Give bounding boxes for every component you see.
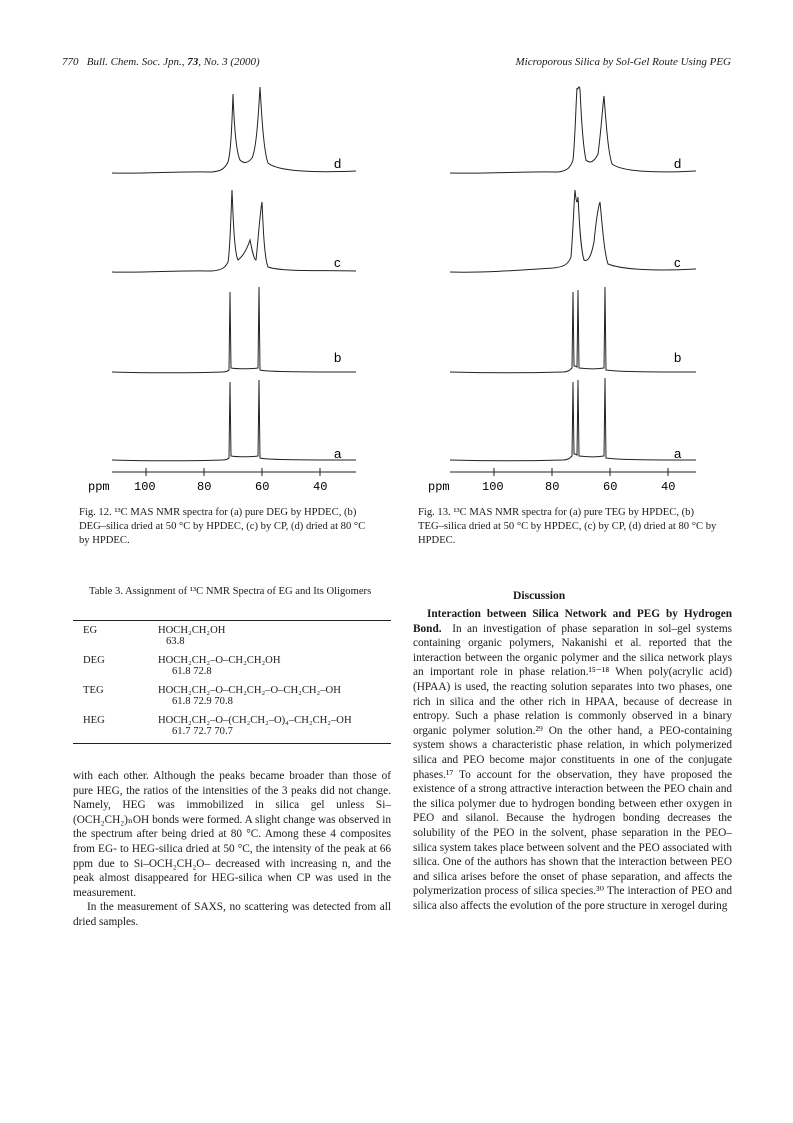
fig13-label-b: b (674, 350, 682, 365)
figure-13-spectra (428, 82, 728, 502)
table-row (73, 655, 391, 666)
fig12-tick: 40 (313, 480, 328, 494)
paragraph-body: In an investigation of phase separation in sol–gel systems containing organic polymers, Nakanishi et al. reported that the interaction between the organic polymer and the silica network plays an important role in phase relation.¹⁵⁻¹⁸ When poly(acrylic acid) (HPAA) is used, the reacting solution separates into two phases, one rich in silica and the other rich in HPAA, because of decrease in entropy. Such a phase relation is commonly observed in a binary organic polymer solution.²⁹ On the other hand, a PEO-containing system shows a characteristic phase relation, in which polymerized silica and PEO become major constituents in one of the conjugate phases.¹⁷ To account for the observation, they have proposed the existence of a strong attractive interaction between the PEO chain and the silica polymer due to hydrogen bonding between ether oxygen in PEO and silanol. Because the hydrogen bonding decreases the solubility of the PEO in the solvent, phase separation in the PEO–silica system takes place between solvent and the PEO associated with silica. One of the authors has shown that the interaction between PEO and silica arises before the onset of phase separation, and affects the polymerization process of silica species.³⁰ The interaction of PEO and silica also affects the evolution of the pore structure in xerogel during (413, 622, 733, 912)
paragraph (413, 607, 732, 913)
left-column-text (73, 769, 391, 930)
fig13-label-a: a (674, 446, 682, 461)
table-cell-name: EG (83, 625, 98, 636)
fig12-label-c: c (334, 255, 341, 270)
fig12-tick: 100 (134, 480, 156, 494)
table-cell-name: TEG (83, 685, 104, 696)
fig12-label-b: b (334, 350, 342, 365)
table-cell-formula: HOCH₂CH₂OH (158, 625, 226, 636)
fig12-tick: 80 (197, 480, 212, 494)
fig13-tick: 60 (603, 480, 618, 494)
running-title: Microporous Silica by Sol-Gel Route Using PEG (515, 56, 731, 68)
figure-13 (428, 82, 728, 502)
figure-12-caption: Fig. 12. ¹³C MAS NMR spectra for (a) pure DEG by HPDEC, (b) DEG–silica dried at 50 °C by HPDEC, (c) by CP, (d) dried at 80 °C by HPDEC. (79, 507, 366, 546)
fig12-label-a: a (334, 446, 342, 461)
table-cell-name: DEG (83, 655, 105, 666)
fig13-label-c: c (674, 255, 681, 270)
table-3 (73, 620, 391, 744)
fig13-label-d: d (674, 156, 682, 171)
table-row (73, 726, 391, 744)
fig12-tick: 60 (255, 480, 270, 494)
fig13-axis-unit: ppm (428, 480, 450, 494)
fig12-axis-unit: ppm (88, 480, 110, 494)
discussion-text (413, 607, 732, 913)
figure-12 (72, 82, 372, 502)
journal-suffix: , No. 3 (2000) (198, 56, 260, 68)
table-cell-formula: HOCH₂CH₂–O–(CH₂CH₂–O)₄–CH₂CH₂–OH (158, 715, 352, 726)
paragraph: with each other. Although the peaks became broader than those of pure HEG, the ratios of the intensities of the 3 peaks did not change. Namely, HEG was immobilized in silica gel unless Si–(OCH₂CH₂)ₙOH bonds were formed. A slight change was observed in the spectrum after being dried at 80 °C. Among these 4 composites from EG- to HEG-silica dried at 50 °C, the intensity of the peak at 66 ppm due to Si–OCH₂CH₂O– decreased with increasing n, and the peak almost disappeared for HEG-silica when CP was used in the measurement. (73, 770, 391, 899)
fig13-tick: 100 (482, 480, 504, 494)
journal-prefix: Bull. Chem. Soc. Jpn., (86, 56, 188, 68)
table-cell-formula: HOCH₂CH₂–O–CH₂CH₂OH (158, 655, 281, 666)
table-3-title: Table 3. Assignment of ¹³C NMR Spectra of EG and Its Oligomers (89, 586, 372, 597)
table-row (73, 715, 391, 726)
figure-12-spectra (72, 82, 372, 502)
table-cell-name: HEG (83, 715, 105, 726)
table-row (73, 625, 391, 636)
table-cell-shifts: 61.7 72.7 70.7 (172, 726, 233, 737)
section-heading: Discussion (513, 589, 566, 602)
fig13-tick: 80 (545, 480, 560, 494)
page-number: 770 (62, 56, 79, 68)
figure-13-caption: Fig. 13. ¹³C MAS NMR spectra for (a) pure TEG by HPDEC, (b) TEG–silica dried at 50 °C by HPDEC, (c) by CP, (d) dried at 80 °C by HPDEC. (418, 507, 717, 546)
table-cell-shifts: 61.8 72.8 (172, 666, 212, 677)
table-row (73, 685, 391, 696)
journal-volume: 73 (187, 56, 199, 68)
table-row (73, 636, 391, 655)
table-cell-shifts: 63.8 (166, 636, 185, 647)
running-header-left (62, 56, 260, 68)
table-cell-shifts: 61.8 72.9 70.8 (172, 696, 233, 707)
table-cell-formula: HOCH₂CH₂–O–CH₂CH₂–O–CH₂CH₂–OH (158, 685, 341, 696)
fig12-label-d: d (334, 156, 342, 171)
subsection-heading: Interaction between Silica Network and PEG by Hydrogen Bond. (413, 608, 732, 635)
table-row (73, 696, 391, 715)
paragraph: In the measurement of SAXS, no scattering was detected from all dried samples. (73, 901, 391, 928)
fig13-tick: 40 (661, 480, 676, 494)
table-row (73, 666, 391, 685)
